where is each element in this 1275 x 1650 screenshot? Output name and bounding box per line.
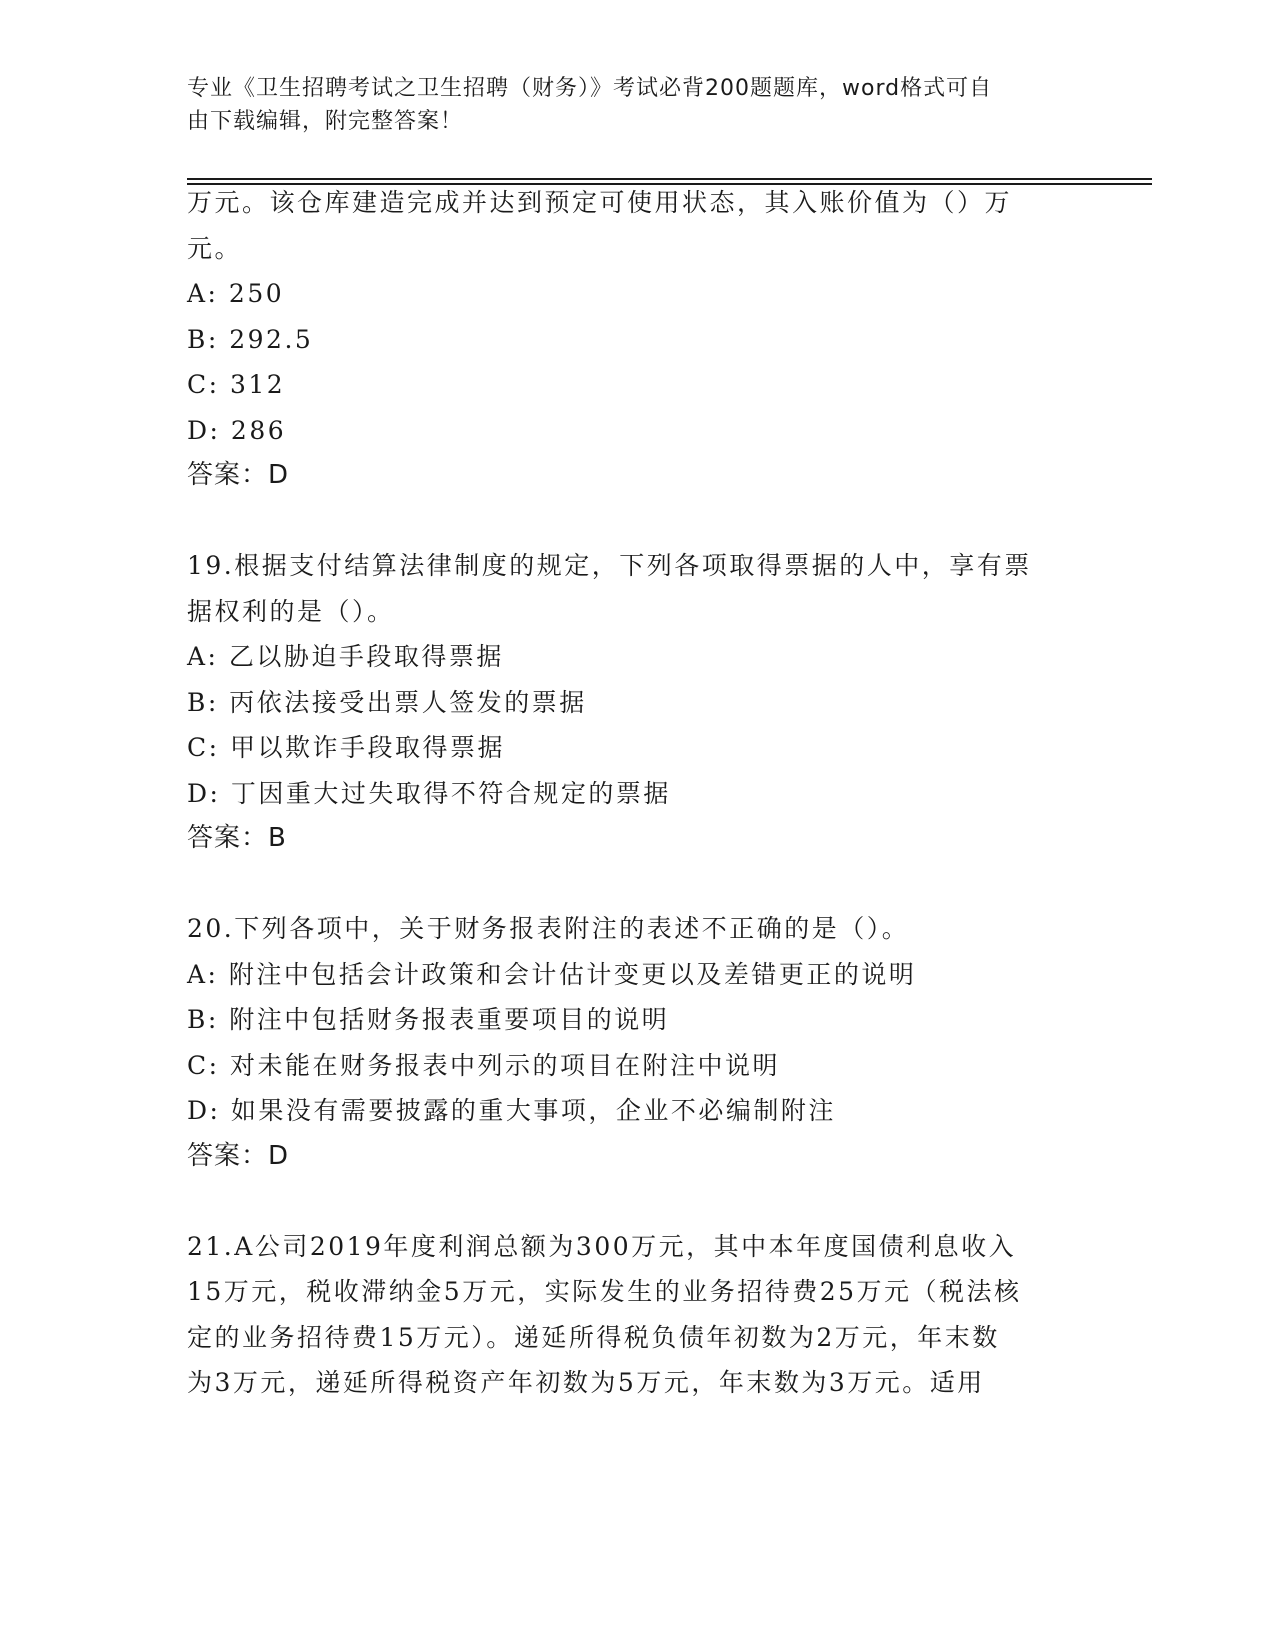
option-b: B: 292.5 xyxy=(187,324,314,354)
option-d: D: 丁因重大过失取得不符合规定的票据 xyxy=(187,778,671,808)
header-line-1: 专业《卫生招聘考试之卫生招聘（财务）》考试必背200题题库，word格式可自 xyxy=(187,76,993,101)
question-text-line: 为3万元，递延所得税资产年初数为5万元，年末数为3万元。适用 xyxy=(187,1368,985,1397)
question-text-line: 万元。该仓库建造完成并达到预定可使用状态，其入账价值为（）万 xyxy=(187,188,1013,217)
option-c: C: 对未能在财务报表中列示的项目在附注中说明 xyxy=(187,1050,780,1080)
answer-line: 答案：D xyxy=(187,460,290,490)
question-text-line: 据权利的是（）。 xyxy=(187,596,395,626)
question-21 xyxy=(187,1224,1087,1406)
question-text-line: 19.根据支付结算法律制度的规定，下列各项取得票据的人中，享有票 xyxy=(187,551,1032,580)
option-a: A: 附注中包括会计政策和会计估计变更以及差错更正的说明 xyxy=(187,959,917,989)
option-b: B: 附注中包括财务报表重要项目的说明 xyxy=(187,1005,670,1034)
spacer xyxy=(187,1179,1087,1224)
option-a: A: 乙以胁迫手段取得票据 xyxy=(187,642,504,671)
spacer xyxy=(187,498,1087,543)
question-text-line: 21.A公司2019年度利润总额为300万元，其中本年度国债利息收入 xyxy=(187,1231,1017,1261)
answer-line: 答案：D xyxy=(187,1140,290,1171)
question-text-line: 元。 xyxy=(187,233,243,263)
option-c: C: 312 xyxy=(187,370,286,399)
question-list xyxy=(187,180,1087,1406)
spacer xyxy=(187,861,1087,906)
question-19 xyxy=(187,543,1087,861)
document-header xyxy=(187,72,1067,138)
option-a: A: 250 xyxy=(187,279,285,308)
option-b: B: 丙依法接受出票人签发的票据 xyxy=(187,687,587,717)
question-text-line: 15万元，税收滞纳金5万元，实际发生的业务招待费25万元（税法核 xyxy=(187,1277,1022,1306)
option-d: D: 如果没有需要披露的重大事项，企业不必编制附注 xyxy=(187,1096,836,1125)
answer-line: 答案：B xyxy=(187,823,287,853)
option-c: C: 甲以欺诈手段取得票据 xyxy=(187,733,505,762)
question-18-tail xyxy=(187,180,1087,498)
option-d: D: 286 xyxy=(187,415,287,445)
question-text-line: 20.下列各项中，关于财务报表附注的表述不正确的是（）。 xyxy=(187,914,910,943)
question-20 xyxy=(187,906,1087,1179)
question-text-line: 定的业务招待费15万元）。递延所得税负债年初数为2万元，年末数 xyxy=(187,1322,1000,1352)
header-line-2: 由下载编辑，附完整答案！ xyxy=(187,109,464,134)
